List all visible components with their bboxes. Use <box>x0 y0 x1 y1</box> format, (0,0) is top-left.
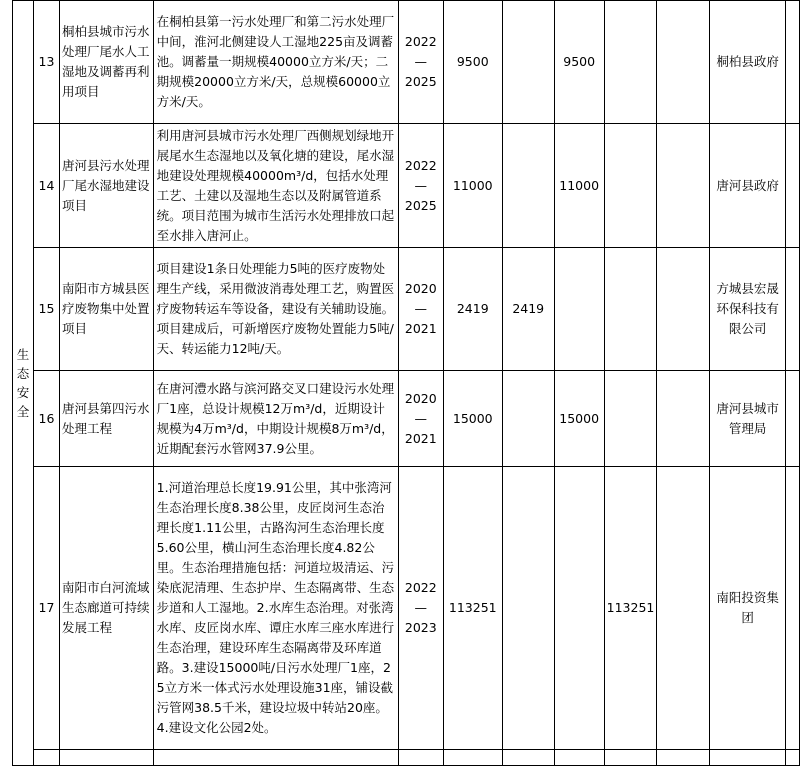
category-cell: 生态安全 <box>13 1 34 766</box>
responsible-unit: 唐河县城市管理局 <box>710 371 786 467</box>
responsible-unit: 南阳投资集团 <box>710 467 786 750</box>
investment-col-1 <box>502 467 554 750</box>
table-row <box>13 1 800 124</box>
responsible-unit: 桐柏县政府 <box>710 1 786 124</box>
row-number: 16 <box>33 371 59 467</box>
row-number: 15 <box>33 248 59 371</box>
investment-col-2 <box>554 248 604 371</box>
edge-cell <box>785 467 799 750</box>
edge-cell <box>785 124 799 248</box>
empty-cell <box>657 1 710 124</box>
total-investment: 9500 <box>443 1 502 124</box>
investment-col-1 <box>502 371 554 467</box>
construction-period: 2022—2023 <box>398 467 443 750</box>
total-investment: 2419 <box>443 248 502 371</box>
edge-cell <box>785 371 799 467</box>
row-number: 13 <box>33 1 59 124</box>
construction-period: 2022—2025 <box>398 1 443 124</box>
investment-col-1 <box>502 1 554 124</box>
investment-col-2: 9500 <box>554 1 604 124</box>
project-name: 桐柏县城市污水处理厂尾水人工湿地及调蓄再利用项目 <box>59 1 153 124</box>
project-content: 1.河道治理总长度19.91公里，其中张湾河生态治理长度8.38公里，皮匠岗河生态治理长度1.11公里，古路沟河生态治理长度5.60公里，横山河生态治理长度4.82公里。生态治理措施包括：河道垃圾清运、污染底泥清理、生态护岸、生态隔离带、生态步道和人工湿地。2.水库生态治理。对张湾水库、皮匠岗水库、谭庄水库三座水库进行生态治理，建设环库生态隔离带及环库道路。3.建设15000吨/日污水处理厂1座，25立方米一体式污水处理设施31座，铺设截污管网38.5千米，建设垃圾中转站20座。4.建设文化公园2处。 <box>153 467 398 750</box>
investment-col-3: 113251 <box>604 467 657 750</box>
project-name: 唐河县第四污水处理工程 <box>59 371 153 467</box>
table-row <box>13 371 800 467</box>
construction-period: 2022—2025 <box>398 124 443 248</box>
empty-cell <box>657 467 710 750</box>
empty-cell <box>657 124 710 248</box>
investment-col-1: 2419 <box>502 248 554 371</box>
investment-col-2 <box>554 467 604 750</box>
total-investment: 15000 <box>443 371 502 467</box>
construction-period: 2020—2021 <box>398 248 443 371</box>
construction-period: 2020—2021 <box>398 371 443 467</box>
project-content: 项目建设1条日处理能力5吨的医疗废物处理生产线，采用微波消毒处理工艺，购置医疗废物转运车等设备，建设有关辅助设施。项目建成后，可新增医疗废物处置能力5吨/天、转运能力12吨/天。 <box>153 248 398 371</box>
edge-cell <box>785 248 799 371</box>
investment-col-3 <box>604 371 657 467</box>
project-content: 在桐柏县第一污水处理厂和第二污水处理厂中间，淮河北侧建设人工湿地225亩及调蓄池。调蓄量一期规模40000立方米/天；二期规模20000立方米/天，总规模60000立方米/天。 <box>153 1 398 124</box>
project-name: 南阳市白河流域生态廊道可持续发展工程 <box>59 467 153 750</box>
total-investment: 11000 <box>443 124 502 248</box>
row-number: 17 <box>33 467 59 750</box>
investment-col-3 <box>604 248 657 371</box>
responsible-unit: 唐河县政府 <box>710 124 786 248</box>
investment-col-3 <box>604 124 657 248</box>
investment-col-2: 15000 <box>554 371 604 467</box>
project-content: 利用唐河县城市污水处理厂西侧规划绿地开展尾水生态湿地以及氧化塘的建设，尾水湿地建设处理规模40000m³/d，包括水处理工艺、土建以及湿地生态以及附属管道系统。项目范围为城市生活污水处理排放口起至水排入唐河止。 <box>153 124 398 248</box>
project-name: 唐河县污水处理厂尾水湿地建设项目 <box>59 124 153 248</box>
edge-cell <box>785 1 799 124</box>
project-content: 在唐河澧水路与滨河路交叉口建设污水处理厂1座，总设计规模12万m³/d，近期设计规模为4万m³/d，中期设计规模8万m³/d，近期配套污水管网37.9公里。 <box>153 371 398 467</box>
empty-cell <box>657 248 710 371</box>
investment-col-2: 11000 <box>554 124 604 248</box>
investment-col-3 <box>604 1 657 124</box>
responsible-unit: 方城县宏晟环保科技有限公司 <box>710 248 786 371</box>
project-table <box>12 0 800 766</box>
table-row <box>13 467 800 750</box>
empty-cell <box>657 371 710 467</box>
total-investment: 113251 <box>443 467 502 750</box>
investment-col-1 <box>502 124 554 248</box>
project-name: 南阳市方城县医疗废物集中处置项目 <box>59 248 153 371</box>
table-row <box>13 248 800 371</box>
table-row <box>13 124 800 248</box>
row-number: 14 <box>33 124 59 248</box>
